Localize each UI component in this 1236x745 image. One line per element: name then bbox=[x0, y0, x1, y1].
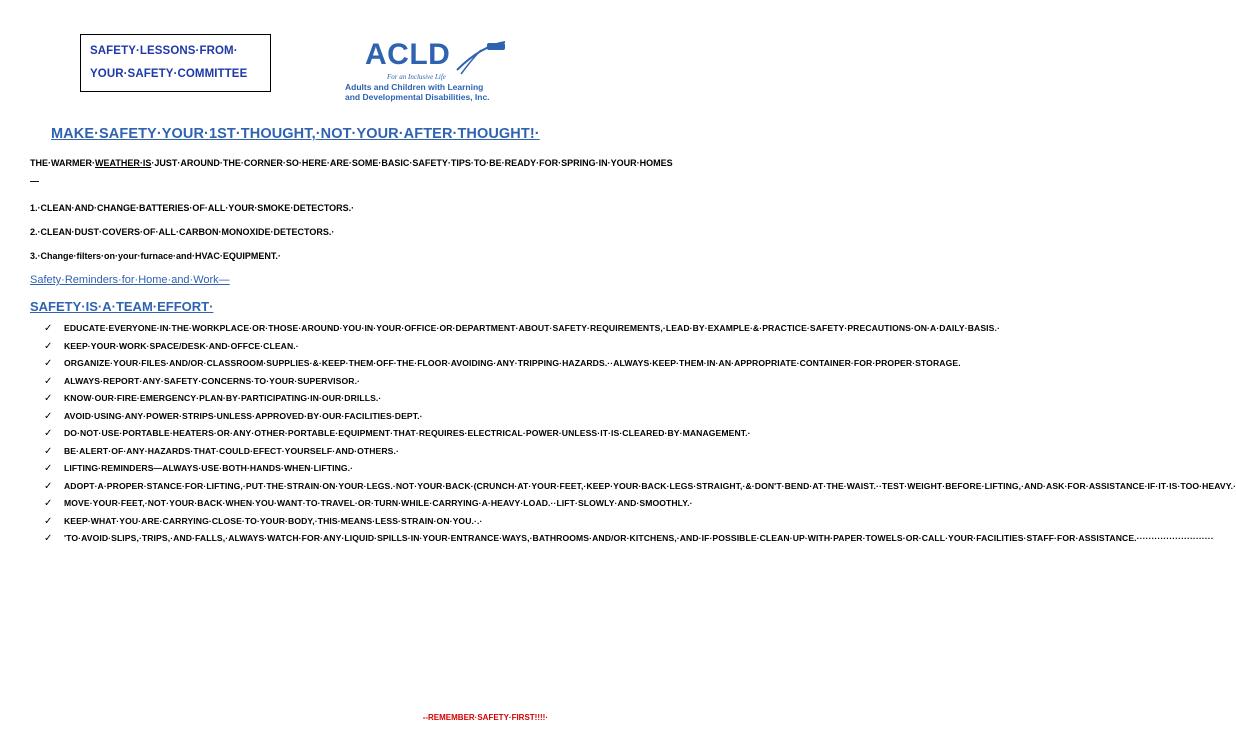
tip-2: 2.·CLEAN·DUST·COVERS·OF·ALL·CARBON·MONOXIDE·DETECTORS.· bbox=[30, 227, 335, 237]
logo-tagline: For an Inclusive Life bbox=[387, 73, 446, 81]
checkmark-icon: ✓ bbox=[44, 323, 53, 334]
intro-underlined: WEATHER·IS bbox=[95, 158, 152, 168]
checklist-item-text: ADOPT·A·PROPER·STANCE·FOR·LIFTING,·PUT·THE·STRAIN·ON·YOUR·LEGS.·NOT·YOUR·BACK·(CRUNCH·AT·YOUR·FEET,·KEEP·YOUR·BACK·LEGS·STRAIGHT,·&·DON'T·BEND·AT·THE·WAIST.··TEST·WEIGHT·BEFORE·LIFTING,·AND·ASK·FOR·ASSISTANCE·IF·IT·IS·TOO·HEAVY.· bbox=[64, 480, 1236, 491]
intro-post: ·JUST·AROUND·THE·CORNER·SO·HERE·ARE·SOME·BASIC·SAFETY·TIPS·TO·BE·READY·FOR·SPRING·IN·YOUR·HOMES— bbox=[30, 158, 673, 186]
checkmark-icon: ✓ bbox=[44, 480, 53, 492]
tip-3: 3.·Change·filters·on·your·furnace·and·HVAC·EQUIPMENT.· bbox=[30, 251, 281, 261]
acld-logo bbox=[345, 38, 510, 106]
checklist-item bbox=[44, 495, 693, 513]
checklist-item bbox=[44, 460, 544, 478]
checkmark-icon: ✓ bbox=[44, 340, 53, 352]
checkmark-icon: ✓ bbox=[44, 375, 53, 387]
checklist-item-text: 'TO·AVOID·SLIPS,·TRIPS,·AND·FALLS,·ALWAYS·WATCH·FOR·ANY·LIQUID·SPILLS·IN·YOUR·ENTRANCE·WAYS,·BATHROOMS·AND/OR·KITCHENS,·AND·IF·POSSIBLE·CLEAN·UP·WITH·PAPER·TOWELS·OR·CALL·YOUR·FACILITIES·STAFF·FOR·ASSISTANCE.·························· bbox=[64, 533, 1214, 543]
footer-reminder: --REMEMBER·SAFETY·FIRST!!!!· bbox=[422, 713, 548, 722]
checklist-item-text: ALWAYS·REPORT·ANY·SAFETY·CONCERNS·TO·YOUR·SUPERVISOR.· bbox=[64, 375, 361, 386]
checklist-item-text: KEEP·WHAT·YOU·ARE·CARRYING·CLOSE·TO·YOUR·BODY,·THIS·MEANS·LESS·STRAIN·ON·YOU.·.· bbox=[64, 515, 483, 526]
checklist-item-text: BE·ALERT·OF·ANY·HAZARDS·THAT·COULD·EFECT·YOURSELF·AND·OTHERS.· bbox=[64, 445, 399, 456]
checklist-item-text: LIFTING·REMINDERS—ALWAYS·USE·BOTH·HANDS·WHEN·LIFTING.· bbox=[64, 463, 354, 473]
checklist-item bbox=[44, 408, 544, 426]
title-box bbox=[80, 34, 271, 92]
intro-paragraph bbox=[30, 155, 673, 190]
title-line-2: YOUR·SAFETY·COMMITTEE bbox=[90, 68, 248, 80]
checklist-item-text: KNOW·OUR·FIRE·EMERGENCY·PLAN·BY·PARTICIPATING·IN·OUR·DRILLS.· bbox=[64, 393, 382, 403]
title-line-1: SAFETY·LESSONS·FROM· bbox=[90, 45, 238, 57]
checklist-item bbox=[44, 443, 544, 461]
logo-org-line-2: and Developmental Disabilities, Inc. bbox=[345, 92, 490, 102]
checkmark-icon: ✓ bbox=[44, 533, 53, 544]
safety-checklist bbox=[44, 320, 1236, 548]
tip-1: 1.·CLEAN·AND·CHANGE·BATTERIES·OF·ALL·YOUR·SMOKE·DETECTORS.· bbox=[30, 203, 355, 213]
checkmark-icon: ✓ bbox=[44, 498, 53, 509]
checklist-item bbox=[44, 390, 544, 408]
checklist-item bbox=[44, 355, 961, 373]
checkmark-icon: ✓ bbox=[44, 358, 53, 369]
checklist-item-text: ORGANIZE·YOUR·FILES·AND/OR·CLASSROOM·SUPPLIES·&·KEEP·THEM·OFF·THE·FLOOR·AVOIDING·ANY·TRIPPING·HAZARDS.··ALWAYS·KEEP·THEM·IN·AN·APPROPRIATE·CONTAINER·FOR·PROPER·STORAGE. bbox=[64, 358, 961, 368]
logo-mark: ACLD bbox=[365, 38, 451, 71]
logo-org-name bbox=[345, 82, 490, 102]
checklist-item-text: DO·NOT·USE·PORTABLE·HEATERS·OR·ANY·OTHER·PORTABLE·EQUIPMENT·THAT·REQUIRES·ELECTRICAL·POWER·UNLESS·IT·IS·CLEARED·BY·MANAGEMENT.· bbox=[64, 428, 751, 438]
checklist-item-text: KEEP·YOUR·WORK·SPACE/DESK·AND·OFFCE·CLEAN.· bbox=[64, 340, 299, 351]
checkmark-icon: ✓ bbox=[44, 428, 53, 439]
checklist-item-text: MOVE·YOUR·FEET,·NOT·YOUR·BACK·WHEN·YOU·WANT·TO·TRAVEL·OR·TURN·WHILE·CARRYING·A·HEAVY·LOAD.··LIFT·SLOWLY·AND·SMOOTHLY.· bbox=[64, 498, 693, 508]
checklist-item bbox=[44, 513, 544, 531]
checklist-item bbox=[44, 338, 544, 356]
checklist-item-text: AVOID·USING·ANY·POWER·STRIPS·UNLESS·APPROVED·BY·OUR·FACILITIES·DEPT.· bbox=[64, 410, 423, 421]
checklist-item-text: EDUCATE·EVERYONE·IN·THE·WORKPLACE·OR·THOSE·AROUND·YOU·IN·YOUR·OFFICE·OR·DEPARTMENT·ABOUT·SAFETY·REQUIREMENTS,·LEAD·BY·EXAMPLE·&·PRACTICE·SAFETY·PRECAUTIONS·ON·A·DAILY·BASIS.· bbox=[64, 323, 1000, 333]
checklist-item bbox=[44, 320, 1000, 338]
checklist-item bbox=[44, 425, 751, 443]
checkmark-icon: ✓ bbox=[44, 410, 53, 422]
page-headline: MAKE·SAFETY·YOUR·1ST·THOUGHT,·NOT·YOUR·AFTER·THOUGHT!· bbox=[51, 126, 540, 142]
checkmark-icon: ✓ bbox=[44, 515, 53, 527]
checkmark-icon: ✓ bbox=[44, 393, 53, 404]
reminders-subheading: Safety·Reminders·for·Home·and·Work— bbox=[30, 274, 230, 286]
team-subheading: SAFETY·IS·A·TEAM·EFFORT· bbox=[30, 299, 214, 314]
checkmark-icon: ✓ bbox=[44, 463, 53, 474]
checkmark-icon: ✓ bbox=[44, 445, 53, 457]
logo-org-line-1: Adults and Children with Learning bbox=[345, 82, 484, 92]
checklist-item bbox=[44, 478, 1236, 496]
checklist-item bbox=[44, 373, 544, 391]
checklist-item bbox=[44, 530, 1214, 548]
intro-pre: THE·WARMER· bbox=[30, 158, 95, 168]
